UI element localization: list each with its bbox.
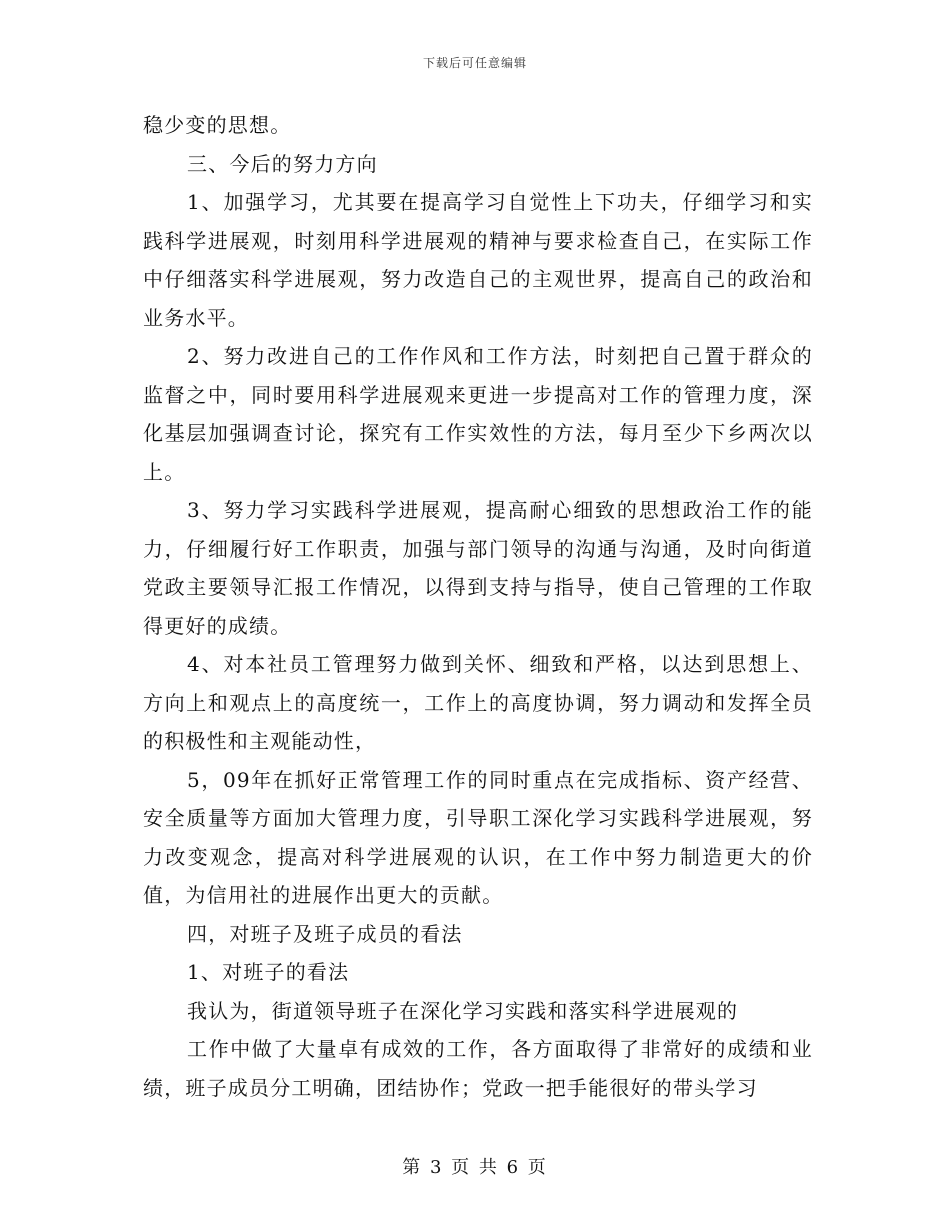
section-heading-3: 三、今后的努力方向 <box>187 151 378 176</box>
page-header: 下载后可任意编辑 <box>422 56 527 70</box>
paragraph-item-3: 3、努力学习实践科学进展观，提高耐心细致的思想政治工作的能力，仔细履行好工作职责，加强与部门领导的沟通与沟通，及时向街道党政主要领导汇报工作情况，以得到支持与指导，使自己管理的工作取得更好的成绩。 <box>143 498 813 638</box>
paragraph-opinion-1: 我认为，街道领导班子在深化学习实践和落实科学进展观的 <box>187 998 739 1023</box>
paragraph-item-2: 2、努力改进自己的工作作风和工作方法，时刻把自己置于群众的监督之中，同时要用科学进展观来更进一步提高对工作的管理力度，深化基层加强调查讨论，探究有工作实效性的方法，每月至少下乡两次以上。 <box>143 344 813 484</box>
paragraph-item-4: 4、对本社员工管理努力做到关怀、细致和严格，以达到思想上、方向上和观点上的高度统一，工作上的高度协调，努力调动和发挥全员的积极性和主观能动性， <box>143 652 813 753</box>
section-heading-4: 四，对班子及班子成员的看法 <box>187 921 463 946</box>
paragraph-opinion-2: 工作中做了大量卓有成效的工作，各方面取得了非常好的成绩和业绩，班子成员分工明确，团结协作；党政一把手能很好的带头学习 <box>143 1037 813 1100</box>
paragraph-1: 稳少变的思想。 <box>143 113 292 137</box>
subheading-1: 1、对班子的看法 <box>187 960 350 984</box>
document-body <box>143 106 813 1107</box>
paragraph-item-1: 1、加强学习，尤其要在提高学习自觉性上下功夫，仔细学习和实践科学进展观，时刻用科学进展观的精神与要求检查自己，在实际工作中仔细落实科学进展观，努力改造自己的主观世界，提高自己的政治和业务水平。 <box>143 190 813 330</box>
page-number-footer: 第 3 页 共 6 页 <box>402 1157 548 1178</box>
paragraph-item-5: 5，09年在抓好正常管理工作的同时重点在完成指标、资产经营、安全质量等方面加大管理力度，引导职工深化学习实践科学进展观，努力改变观念，提高对科学进展观的认识，在工作中努力制造更大的价值，为信用社的进展作出更大的贡献。 <box>143 767 813 907</box>
